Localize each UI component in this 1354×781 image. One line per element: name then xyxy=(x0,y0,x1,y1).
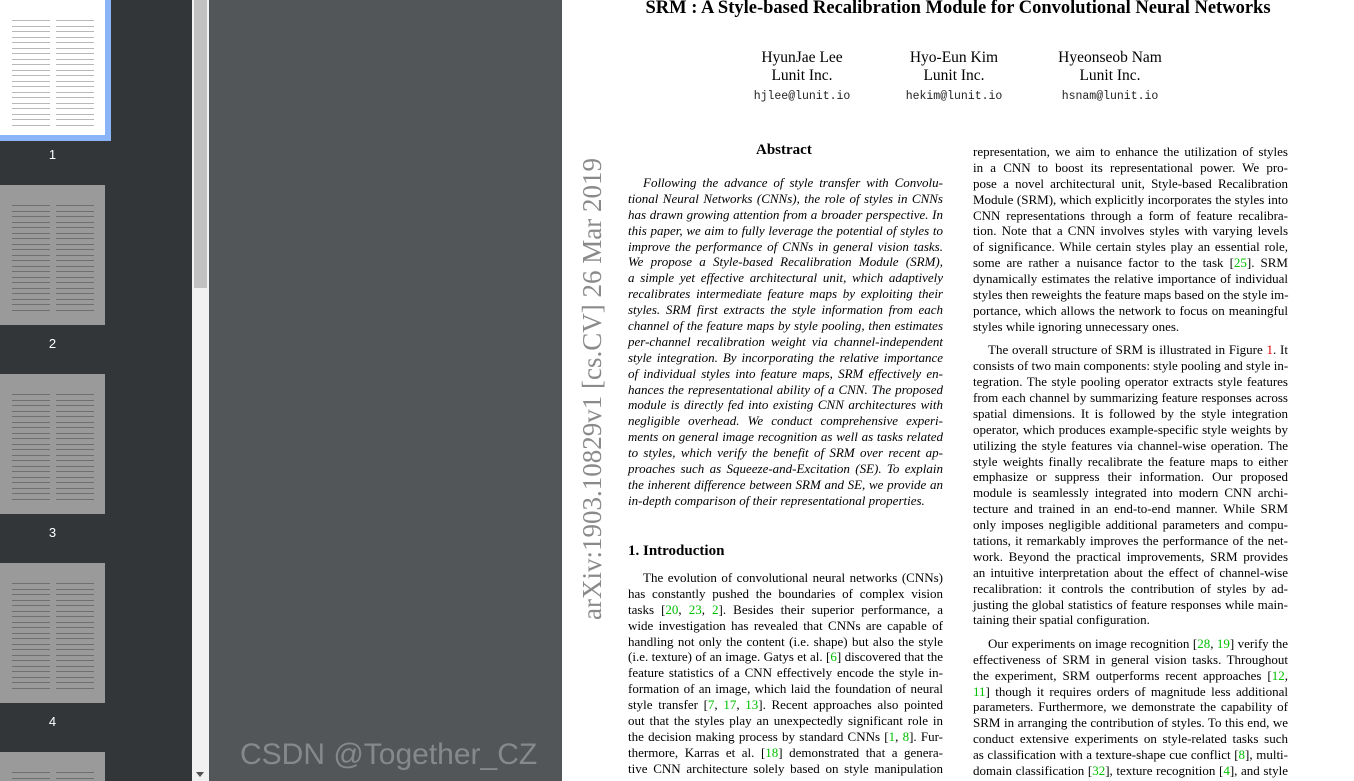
text-line: domain classification [32], texture recognition [4], and style xyxy=(973,763,1288,779)
thumbnail-text-line xyxy=(56,119,94,120)
thumbnail-text-line xyxy=(12,477,50,478)
thumbnail-text-line xyxy=(56,238,94,239)
text-line: utilizing the style features via channel-wise operation. The xyxy=(973,437,1288,453)
text-line: tional Neural Networks (CNNs), the role of styles in CNNs xyxy=(628,190,943,206)
thumbnail-text-line xyxy=(12,216,50,217)
text-line: an intuitive interpretation about the effect of channel-wise xyxy=(973,564,1288,580)
thumbnail-text-line xyxy=(12,482,50,483)
thumbnail-text-line xyxy=(12,583,50,584)
thumbnail-text-line xyxy=(12,288,50,289)
thumbnail-text-line xyxy=(56,64,94,65)
thumbnail-text-line xyxy=(56,81,94,82)
thumbnail-text-line xyxy=(56,778,94,779)
text-line: thermore, Karras et al. [18] demonstrated that a genera- xyxy=(628,744,943,760)
thumbnail-text-line xyxy=(12,26,50,27)
thumbnail-text-line xyxy=(12,677,50,678)
text-line: hances the representational ability of a CNN. The proposed xyxy=(628,381,943,397)
text-line: the inherent difference between SRM and SE, we provide an xyxy=(628,476,943,492)
arxiv-stamp: arXiv:1903.10829v1 [cs.CV] 26 Mar 2019 xyxy=(577,158,607,620)
text-line: styles then reweights the feature maps based on the style im- xyxy=(973,287,1289,303)
text-line: tasks [20, 23, 2]. Besides their superior performance, a xyxy=(628,601,943,617)
thumbnail-text-line xyxy=(12,427,50,428)
page-thumbnail-label: 4 xyxy=(48,714,57,729)
thumbnail-text-line xyxy=(56,627,94,628)
thumbnail-text-line xyxy=(56,310,94,311)
thumbnail-text-line xyxy=(12,627,50,628)
thumbnail-text-line xyxy=(56,31,94,32)
text-line: this paper, we aim to fully leverage the potential of styles to xyxy=(628,222,943,238)
text-line: improve the performance of CNNs in general vision tasks. xyxy=(628,238,943,254)
text-line: We propose a Style-based Recalibration Module (SRM), xyxy=(628,254,943,270)
thumbnail-text-line xyxy=(56,444,94,445)
thumbnail-text-line xyxy=(12,622,50,623)
text-line: the decision making process by standard CNNs [1, 8]. Fur- xyxy=(628,728,943,744)
thumbnail-text-line xyxy=(56,499,94,500)
author-affiliation: Lunit Inc. xyxy=(771,66,833,84)
author-name: Hyo-Eun Kim xyxy=(909,49,999,66)
thumbnail-text-line xyxy=(56,42,94,43)
thumbnail-text-line xyxy=(12,233,50,234)
text-line: has drawn growing attention from a broader perspective. In xyxy=(628,206,943,222)
thumbnail-text-line xyxy=(56,271,94,272)
text-line: parameters. Furthermore, we demonstrate the capability of xyxy=(973,699,1288,715)
thumbnail-text-line xyxy=(12,433,50,434)
thumbnail-text-line xyxy=(56,299,94,300)
abstract-heading: Abstract xyxy=(756,142,812,158)
thumbnail-text-line xyxy=(56,583,94,584)
thumbnail-text-line xyxy=(56,277,94,278)
text-line: spatial dimensions. It is followed by the style integration xyxy=(973,405,1288,421)
thumbnail-text-line xyxy=(12,103,50,104)
text-line: some are rather a nuisance factor to the task [25]. SRM xyxy=(973,255,1288,271)
thumbnail-text-line xyxy=(56,422,94,423)
text-line: emphasize or suppress their information. Our proposed xyxy=(973,469,1288,485)
paper-title: SRM : A Style-based Recalibration Module for Convolutional Neural Networks xyxy=(645,0,1271,18)
thumbnail-text-line xyxy=(56,205,94,206)
text-line: formation of an image, which laid the foundation of neural xyxy=(628,681,943,697)
thumbnail-text-line xyxy=(12,605,50,606)
thumbnail-text-line xyxy=(12,438,50,439)
thumbnail-text-line xyxy=(12,244,50,245)
thumbnail-text-line xyxy=(12,688,50,689)
thumbnail-text-line xyxy=(56,589,94,590)
text-line: styles while ignoring unnecessary ones. xyxy=(973,318,1180,334)
text-line: pose a novel architectural unit, Style-based Recalibration xyxy=(973,175,1288,191)
thumbnail-text-line xyxy=(56,633,94,634)
thumbnail-text-line xyxy=(12,249,50,250)
thumbnail-text-line xyxy=(56,288,94,289)
text-line: The overall structure of SRM is illustrated in Figure 1. It xyxy=(988,342,1288,358)
thumbnail-text-line xyxy=(56,211,94,212)
thumbnail-text-line xyxy=(12,460,50,461)
text-line: The evolution of convolutional neural networks (CNNs) xyxy=(643,570,943,585)
thumbnail-text-line xyxy=(56,92,94,93)
thumbnail-text-line xyxy=(12,59,50,60)
text-line: tecture and trained in an end-to-end manner. While SRM xyxy=(973,501,1288,517)
thumbnail-text-line xyxy=(56,493,94,494)
author-name: HyunJae Lee xyxy=(761,49,843,66)
text-line: justing the global statistics of feature responses while main- xyxy=(973,596,1288,612)
thumbnail-text-line xyxy=(56,394,94,395)
thumbnail-text-line xyxy=(56,216,94,217)
thumbnail-text-line xyxy=(12,70,50,71)
thumbnail-text-line xyxy=(56,655,94,656)
author-affiliation: Lunit Inc. xyxy=(1079,66,1141,84)
text-line: SRM in arranging the contribution of styles. To this end, we xyxy=(973,715,1288,731)
thumbnail-text-line xyxy=(56,427,94,428)
thumbnail-text-line xyxy=(12,589,50,590)
page-thumbnail-label: 3 xyxy=(48,525,57,540)
text-line: 11] though it requires orders of magnitude less additional xyxy=(973,683,1288,699)
thumbnail-text-line xyxy=(56,682,94,683)
thumbnail-text-line xyxy=(12,92,50,93)
text-line: per-channel recalibration weight via channel-independent xyxy=(628,333,943,349)
thumbnail-text-line xyxy=(56,455,94,456)
author-3 xyxy=(1030,49,1190,106)
thumbnail-text-line xyxy=(56,222,94,223)
text-line: to styles, which verify the benefit of SRM over recent ap- xyxy=(628,445,943,461)
thumbnail-text-line xyxy=(12,638,50,639)
thumbnail-text-line xyxy=(56,282,94,283)
text-line: tion. Note that a CNN involves styles with varying levels xyxy=(973,223,1288,239)
text-line: Following the advance of style transfer with Convolu- xyxy=(643,175,943,190)
text-line: CNN representations through a form of feature recalibra- xyxy=(973,207,1288,223)
text-line: style integration. By incorporating the relative importance xyxy=(628,349,943,365)
thumbnail-text-line xyxy=(12,282,50,283)
thumbnail-text-line xyxy=(56,688,94,689)
thumbnail-text-line xyxy=(12,114,50,115)
thumbnail-text-line xyxy=(12,394,50,395)
thumbnail-text-line xyxy=(12,671,50,672)
text-line: negligible overhead. We conduct comprehensive experi- xyxy=(628,413,943,429)
thumbnail-text-line xyxy=(12,108,50,109)
author-affiliation: Lunit Inc. xyxy=(923,66,985,84)
introduction-body xyxy=(628,570,943,777)
text-line: representation, we aim to enhance the utilization of styles xyxy=(973,144,1288,159)
thumbnail-text-line xyxy=(12,600,50,601)
text-line: ments on general image recognition as well as tasks related xyxy=(628,429,943,445)
page-thumbnail-4[interactable] xyxy=(0,563,105,703)
thumbnail-text-line xyxy=(56,244,94,245)
thumbnail-text-line xyxy=(56,103,94,104)
author-email: hjlee@lunit.io xyxy=(753,90,851,103)
text-line: feature statistics of a CNN effectively encode the style in- xyxy=(628,665,943,681)
text-line: conduct extensive experiments on style-related tasks such xyxy=(973,731,1288,747)
text-line: module is seamlessly integrated into modern CNN archi- xyxy=(973,485,1288,501)
thumbnail-text-line xyxy=(56,460,94,461)
thumbnail-text-line xyxy=(12,682,50,683)
thumbnail-text-line xyxy=(56,416,94,417)
thumbnail-text-line xyxy=(56,114,94,115)
thumbnail-text-line xyxy=(12,493,50,494)
thumbnail-text-line xyxy=(56,438,94,439)
text-line: effectiveness of SRM in general vision tasks. Throughout xyxy=(973,651,1288,667)
thumbnail-text-line xyxy=(12,444,50,445)
text-line: proaches such as Squeeze-and-Excitation (SE). To explain xyxy=(628,461,943,477)
thumbnail-text-line xyxy=(12,64,50,65)
thumbnail-text-line xyxy=(56,293,94,294)
thumbnail-text-line xyxy=(12,97,50,98)
thumbnail-text-line xyxy=(12,449,50,450)
thumbnail-text-line xyxy=(56,666,94,667)
text-line: consists of two main components: style pooling and style in- xyxy=(973,358,1289,374)
thumbnail-text-line xyxy=(56,86,94,87)
thumbnail-text-line xyxy=(56,772,94,773)
thumbnail-text-line xyxy=(56,53,94,54)
thumbnail-text-line xyxy=(56,233,94,234)
thumbnail-text-line xyxy=(12,400,50,401)
thumbnail-text-line xyxy=(56,400,94,401)
author-email: hekim@lunit.io xyxy=(905,90,1003,103)
text-line: work. Beyond the practical improvements, SRM provides xyxy=(973,548,1288,564)
page-thumbnail-label: 1 xyxy=(48,147,57,162)
text-line: only imposes negligible additional parameters and compu- xyxy=(973,517,1288,533)
text-line: portance, which allows the network to focus on meaningful xyxy=(973,302,1288,318)
text-line: taining their spatial configuration. xyxy=(973,612,1150,628)
thumbnail-text-line xyxy=(12,293,50,294)
text-line: dynamically estimates the relative importance of individual xyxy=(973,271,1288,287)
introduction-heading: 1. Introduction xyxy=(628,543,725,559)
thumbnail-text-line xyxy=(12,48,50,49)
thumbnail-text-line xyxy=(56,638,94,639)
thumbnail-text-line xyxy=(56,605,94,606)
text-line: of individual styles into feature maps, SRM effectively en- xyxy=(628,365,943,381)
thumbnail-text-line xyxy=(56,449,94,450)
thumbnail-text-line xyxy=(12,211,50,212)
thumbnail-text-line xyxy=(12,222,50,223)
thumbnail-text-line xyxy=(12,238,50,239)
thumbnail-text-line xyxy=(56,477,94,478)
thumbnail-text-line xyxy=(56,594,94,595)
thumbnail-text-line xyxy=(56,611,94,612)
thumbnail-text-line xyxy=(12,666,50,667)
thumbnail-text-line xyxy=(56,26,94,27)
thumbnail-text-line xyxy=(56,59,94,60)
thumbnail-text-line xyxy=(12,644,50,645)
text-line: in-depth comparison of their representational properties. xyxy=(628,492,925,508)
thumbnail-text-line xyxy=(56,125,94,126)
thumbnail-text-line xyxy=(12,20,50,21)
thumbnail-text-line xyxy=(56,304,94,305)
thumbnail-text-line xyxy=(56,433,94,434)
text-line: recalibration: it controls the contribution of styles by ad- xyxy=(973,580,1288,596)
thumbnail-text-line xyxy=(12,205,50,206)
text-line: styles. SRM first extracts the style information from each xyxy=(628,302,943,318)
thumbnail-text-line xyxy=(56,260,94,261)
thumbnail-text-line xyxy=(12,86,50,87)
thumbnail-text-line xyxy=(12,778,50,779)
thumbnail-text-line xyxy=(12,53,50,54)
thumbnail-text-line xyxy=(12,422,50,423)
text-line: the experiment, SRM outperforms recent approaches [12, xyxy=(973,667,1288,683)
thumbnail-text-line xyxy=(12,271,50,272)
thumbnail-text-line xyxy=(56,677,94,678)
text-line: Module (SRM), which explicitly incorporates the styles into xyxy=(973,191,1288,207)
paragraph xyxy=(973,144,1288,335)
paragraph xyxy=(973,342,1288,628)
author-email: hsnam@lunit.io xyxy=(1061,90,1159,103)
thumbnail-text-line xyxy=(12,125,50,126)
text-line: operator, which produces example-specific style weights by xyxy=(973,421,1288,437)
right-column-body xyxy=(973,144,1288,779)
author-1 xyxy=(722,49,882,106)
page-thumbnail-label: 2 xyxy=(48,336,57,351)
thumbnail-text-line xyxy=(12,471,50,472)
thumbnail-text-line xyxy=(56,37,94,38)
text-line: recalibrates intermediate feature maps by exploiting their xyxy=(628,286,943,302)
thumbnail-text-line xyxy=(56,227,94,228)
thumbnail-text-line xyxy=(12,260,50,261)
text-line: tations, it remarkably improves the performance of the net- xyxy=(973,532,1288,548)
text-line: a simple yet effective architectural unit, which adaptively xyxy=(628,270,943,286)
thumbnail-text-line xyxy=(56,411,94,412)
thumbnail-text-line xyxy=(12,81,50,82)
thumbnail-text-line xyxy=(12,594,50,595)
thumbnail-text-line xyxy=(12,277,50,278)
thumbnail-sidebar xyxy=(0,0,192,781)
thumbnail-text-line xyxy=(56,405,94,406)
sidebar-scrollbar[interactable] xyxy=(192,0,209,781)
page-thumbnail-1[interactable] xyxy=(0,0,111,141)
text-line: style weights finally recalibrate the feature maps to either xyxy=(973,453,1288,469)
text-line: out that the styles play an unexpectedly significant role in xyxy=(628,713,943,729)
thumbnail-text-line xyxy=(56,600,94,601)
text-line: style transfer [7, 17, 13]. Recent approaches also pointed xyxy=(628,697,944,713)
thumbnail-text-line xyxy=(12,119,50,120)
text-line: has constantly pushed the boundaries of complex vision xyxy=(628,585,943,601)
thumbnail-text-line xyxy=(12,416,50,417)
scrollbar-thumb[interactable] xyxy=(194,0,207,288)
thumbnail-text-line xyxy=(12,616,50,617)
thumbnail-text-line xyxy=(12,266,50,267)
thumbnail-text-line xyxy=(12,299,50,300)
text-line: Our experiments on image recognition [28, 19] verify the xyxy=(988,635,1288,651)
thumbnail-text-line xyxy=(56,616,94,617)
thumbnail-text-line xyxy=(56,75,94,76)
author-2 xyxy=(874,49,1034,106)
text-line: handling not only the content (i.e. shape) but also the style xyxy=(628,633,943,649)
thumbnail-text-line xyxy=(56,466,94,467)
thumbnail-text-line xyxy=(56,471,94,472)
text-line: as classification with a texture-shape cue conflict [8], multi- xyxy=(973,747,1288,763)
text-line: in a CNN to boost its representational power. We pro- xyxy=(973,159,1288,175)
thumbnail-text-line xyxy=(12,611,50,612)
watermark: CSDN @Together_CZ xyxy=(240,738,538,771)
thumbnail-text-line xyxy=(12,655,50,656)
thumbnail-text-line xyxy=(56,70,94,71)
abstract-body xyxy=(628,175,943,509)
page-thumbnail-2[interactable] xyxy=(0,185,105,325)
thumbnail-text-line xyxy=(12,466,50,467)
thumbnail-text-line xyxy=(12,660,50,661)
thumbnail-text-line xyxy=(12,772,50,773)
thumbnail-text-line xyxy=(12,304,50,305)
page-thumbnail-3[interactable] xyxy=(0,374,105,514)
text-line: tegration. The style pooling operator extracts style features xyxy=(973,374,1288,390)
thumbnail-text-line xyxy=(12,405,50,406)
thumbnail-text-line xyxy=(12,488,50,489)
thumbnail-text-line xyxy=(56,622,94,623)
text-line: channel of the feature maps by style pooling, then estimates xyxy=(628,318,943,334)
text-line: wide investigation has revealed that CNNs are capable of xyxy=(628,617,943,633)
thumbnail-text-line xyxy=(56,266,94,267)
author-name: Hyeonseob Nam xyxy=(1058,49,1162,66)
thumbnail-text-line xyxy=(56,249,94,250)
thumbnail-text-line xyxy=(12,499,50,500)
thumbnail-text-line xyxy=(56,660,94,661)
thumbnail-text-line xyxy=(12,455,50,456)
thumbnail-text-line xyxy=(56,649,94,650)
thumbnail-text-line xyxy=(12,310,50,311)
thumbnail-text-line xyxy=(56,108,94,109)
thumbnail-text-line xyxy=(56,255,94,256)
thumbnail-text-line xyxy=(12,633,50,634)
thumbnail-text-line xyxy=(56,644,94,645)
text-line: of significance. While certain styles play an essential role, xyxy=(973,239,1288,255)
text-line: (i.e. texture) of an image. Gatys et al. [6] discovered that the xyxy=(628,649,943,665)
thumbnail-text-line xyxy=(56,488,94,489)
thumbnail-text-line xyxy=(12,255,50,256)
thumbnail-text-line xyxy=(12,649,50,650)
thumbnail-text-line xyxy=(12,31,50,32)
paragraph xyxy=(973,636,1288,779)
thumbnail-text-line xyxy=(12,411,50,412)
thumbnail-text-line xyxy=(56,671,94,672)
thumbnail-text-line xyxy=(56,48,94,49)
pdf-page xyxy=(562,0,1354,781)
thumbnail-text-line xyxy=(56,20,94,21)
text-line: tive CNN architecture solely based on style manipulation xyxy=(628,760,943,776)
page-thumbnail-5[interactable] xyxy=(0,752,105,781)
text-line: from each channel by summarizing feature responses across xyxy=(973,389,1288,405)
thumbnail-text-line xyxy=(12,42,50,43)
thumbnail-text-line xyxy=(56,482,94,483)
thumbnail-text-line xyxy=(56,97,94,98)
thumbnail-text-line xyxy=(12,227,50,228)
scroll-down-arrow-icon[interactable] xyxy=(196,772,204,777)
thumbnail-text-line xyxy=(12,37,50,38)
text-line: module is directly fed into existing CNN architectures with xyxy=(628,397,943,413)
thumbnail-text-line xyxy=(12,75,50,76)
